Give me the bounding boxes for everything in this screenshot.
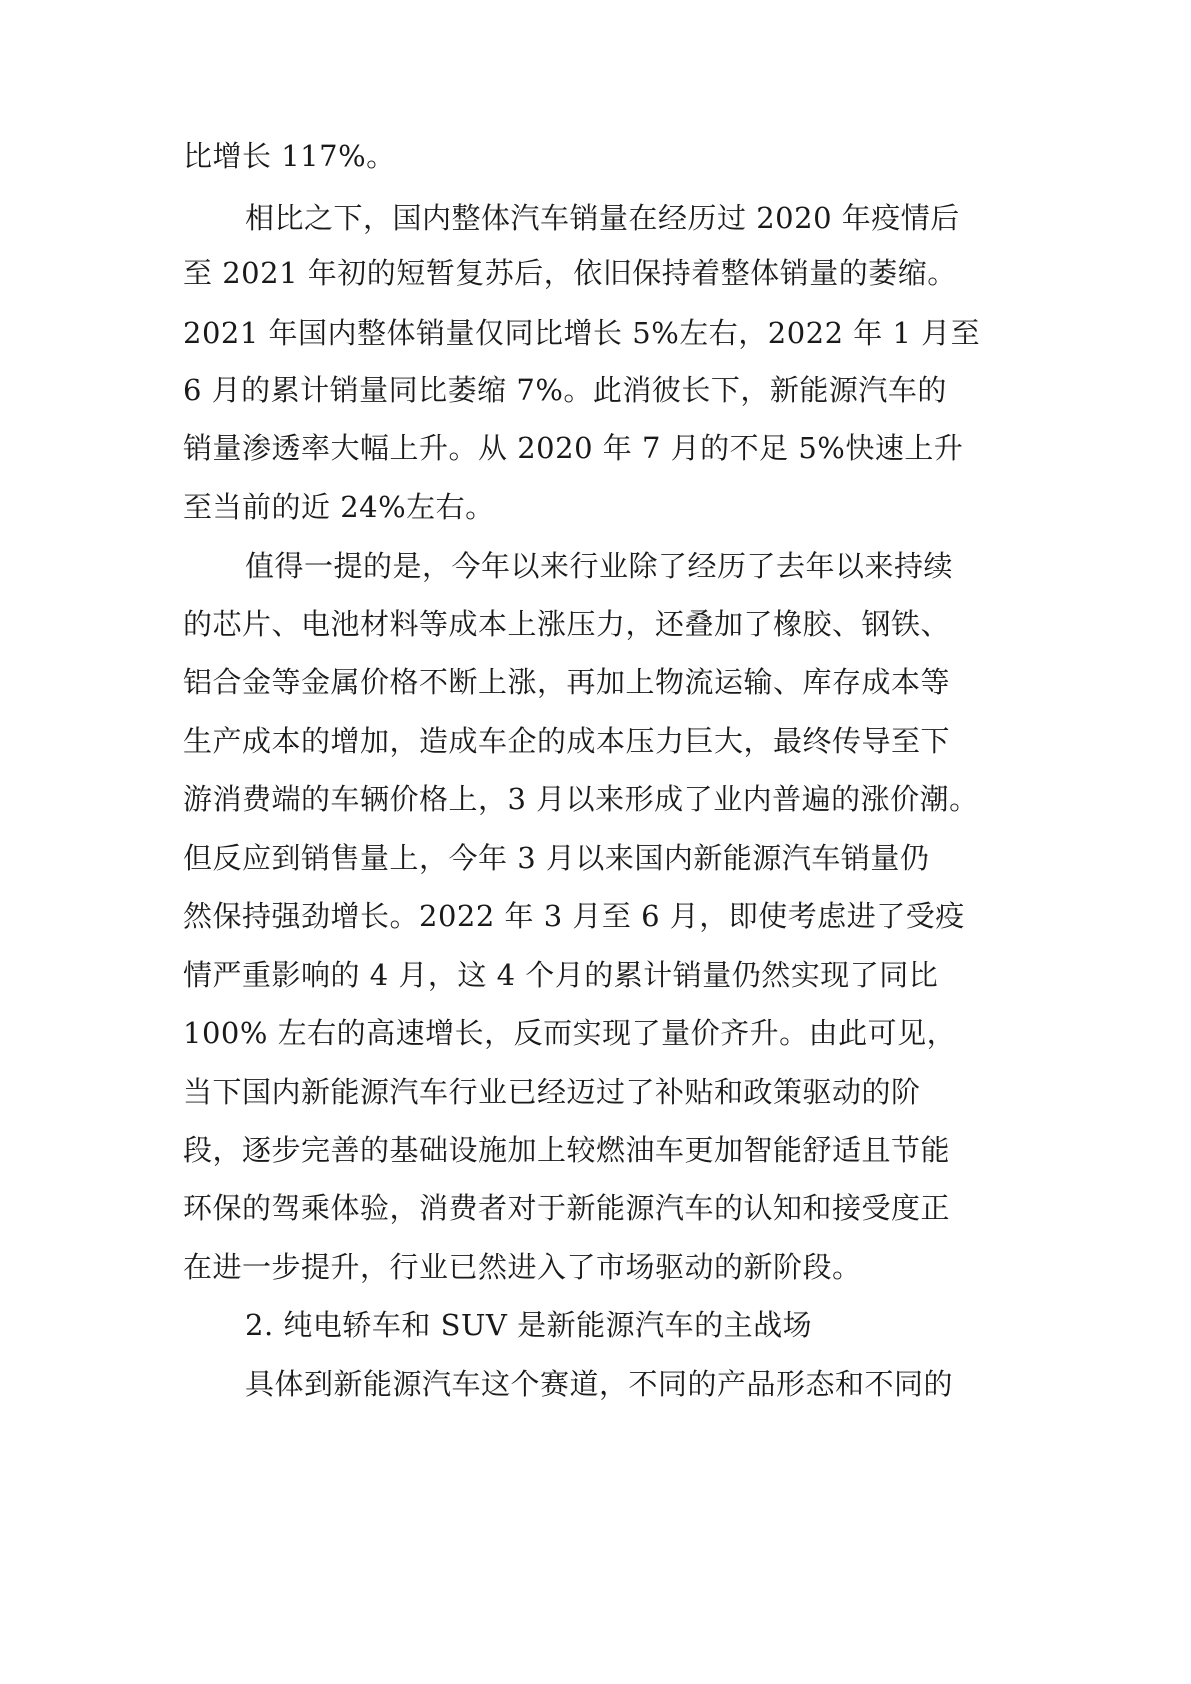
text-line: 的芯片、电池材料等成本上涨压力，还叠加了橡胶、钢铁、 bbox=[183, 607, 951, 641]
text-line: 游消费端的车辆价格上，3 月以来形成了业内普遍的涨价潮。 bbox=[183, 782, 979, 816]
text-line: 铝合金等金属价格不断上涨，再加上物流运输、库存成本等 bbox=[183, 665, 951, 699]
text-line: 当下国内新能源汽车行业已经迈过了补贴和政策驱动的阶 bbox=[183, 1075, 921, 1109]
section-heading: 2. 纯电轿车和 SUV 是新能源汽车的主战场 bbox=[245, 1308, 813, 1342]
text-line: 至 2021 年初的短暂复苏后，依旧保持着整体销量的萎缩。 bbox=[183, 256, 957, 290]
text-line: 段，逐步完善的基础设施加上较燃油车更加智能舒适且节能 bbox=[183, 1133, 951, 1167]
text-line: 值得一提的是，今年以来行业除了经历了去年以来持续 bbox=[245, 549, 954, 583]
text-line: 6 月的累计销量同比萎缩 7%。此消彼长下，新能源汽车的 bbox=[183, 373, 947, 407]
text-line: 然保持强劲增长。2022 年 3 月至 6 月，即使考虑进了受疫 bbox=[183, 899, 965, 933]
text-line: 100% 左右的高速增长，反而实现了量价齐升。由此可见， bbox=[183, 1016, 957, 1050]
text-line: 2021 年国内整体销量仅同比增长 5%左右，2022 年 1 月至 bbox=[183, 316, 981, 350]
text-line: 情严重影响的 4 月，这 4 个月的累计销量仍然实现了同比 bbox=[183, 958, 939, 992]
text-line: 具体到新能源汽车这个赛道，不同的产品形态和不同的 bbox=[245, 1367, 954, 1401]
text-line: 至当前的近 24%左右。 bbox=[183, 490, 495, 524]
text-line: 在进一步提升，行业已然进入了市场驱动的新阶段。 bbox=[183, 1250, 862, 1284]
text-line: 比增长 117%。 bbox=[183, 139, 396, 173]
text-line: 生产成本的增加，造成车企的成本压力巨大，最终传导至下 bbox=[183, 724, 951, 758]
text-line: 但反应到销售量上，今年 3 月以来国内新能源汽车销量仍 bbox=[183, 841, 930, 875]
text-line: 销量渗透率大幅上升。从 2020 年 7 月的不足 5%快速上升 bbox=[183, 431, 964, 465]
text-line: 相比之下，国内整体汽车销量在经历过 2020 年疫情后 bbox=[245, 201, 960, 235]
text-line: 环保的驾乘体验，消费者对于新能源汽车的认知和接受度正 bbox=[183, 1191, 951, 1225]
